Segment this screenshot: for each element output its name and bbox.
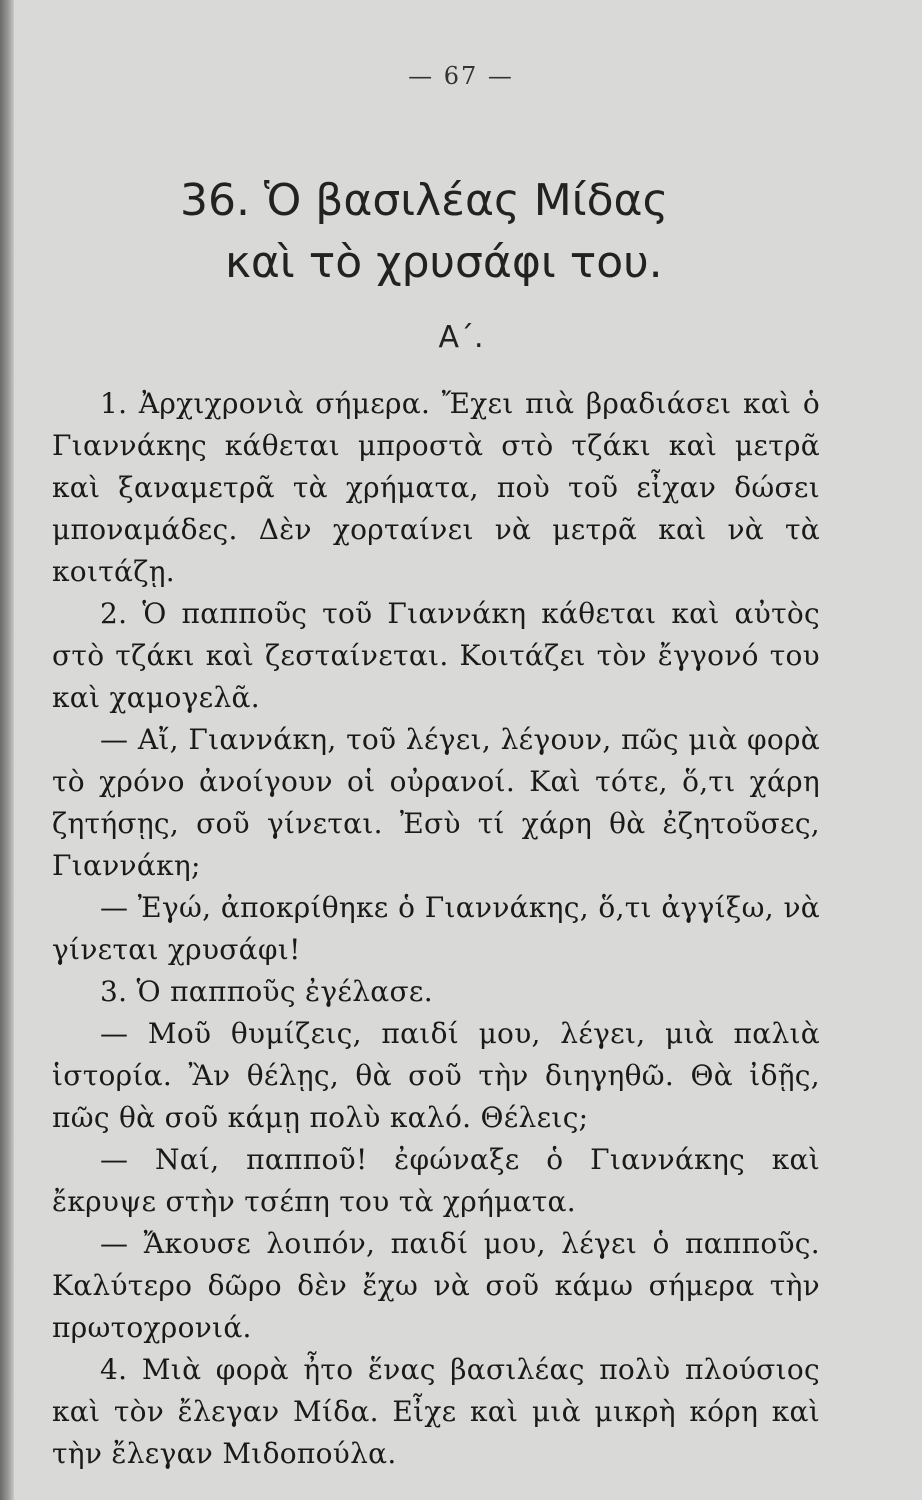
- book-spine-shadow: [0, 0, 14, 1500]
- paragraph: 4. Μιὰ φορὰ ἦτο ἕνας βασιλέας πολὺ πλούσιος καὶ τὸν ἔλεγαν Μίδα. Εἶχε καὶ μιὰ μικρὴ κόρη καὶ τὴν ἔλεγαν Μιδοπούλα.: [52, 1353, 820, 1470]
- paragraph: 3. Ὁ παπποῦς ἐγέλασε.: [100, 975, 433, 1008]
- page-number: — 67 —: [408, 62, 514, 90]
- paragraph: — Ἐγώ, ἀποκρίθηκε ὁ Γιαννάκης, ὅ,τι ἀγγίξω, νὰ γίνεται χρυσάφι!: [52, 891, 820, 966]
- paragraph: — Αἴ, Γιαννάκη, τοῦ λέγει, λέγουν, πῶς μιὰ φορὰ τὸ χρόνο ἀνοίγουν οἱ οὐρανοί. Καὶ τότε, ὅ,τι χάρη ζητήσῃς, σοῦ γίνεται. Ἐσὺ τί χάρη θὰ ἐζητοῦσες, Γιαννάκη;: [52, 723, 820, 882]
- chapter-title: [180, 170, 780, 294]
- paragraph: — Ἄκουσε λοιπόν, παιδί μου, λέγει ὁ παπποῦς. Καλύτερο δῶρο δὲν ἔχω νὰ σοῦ κάμω σήμερα τὴν πρωτοχρονιά.: [52, 1227, 820, 1344]
- paragraph: 2. Ὁ παπποῦς τοῦ Γιαννάκη κάθεται καὶ αὐτὸς στὸ τζάκι καὶ ζεσταίνεται. Κοιτάζει τὸν ἔγγονό του καὶ χαμογελᾶ.: [52, 597, 820, 714]
- paragraph: 1. Ἀρχιχρονιὰ σήμερα. Ἔχει πιὰ βραδιάσει καὶ ὁ Γιαννάκης κάθεται μπροστὰ στὸ τζάκι καὶ μετρᾶ καὶ ξαναμετρᾶ τὰ χρήματα, ποὺ τοῦ εἶχαν δώσει μποναμάδες. Δὲν χορταίνει νὰ μετρᾶ καὶ νὰ τὰ κοιτάζῃ.: [52, 387, 820, 588]
- chapter-title-line-2: καὶ τὸ χρυσάφι του.: [225, 237, 663, 288]
- section-heading: Α΄.: [438, 320, 484, 355]
- paragraph: — Μοῦ θυμίζεις, παιδί μου, λέγει, μιὰ παλιὰ ἱστορία. Ἂν θέλῃς, θὰ σοῦ τὴν διηγηθῶ. Θὰ ἰδῇς, πῶς θὰ σοῦ κάμῃ πολὺ καλό. Θέλεις;: [52, 1017, 820, 1134]
- paragraph: — Ναί, παπποῦ! ἐφώναξε ὁ Γιαννάκης καὶ ἔκρυψε στὴν τσέπη του τὰ χρήματα.: [52, 1143, 820, 1218]
- body-text: [52, 383, 820, 1475]
- chapter-title-line-1: 36. Ὁ βασιλέας Μίδας: [180, 175, 669, 226]
